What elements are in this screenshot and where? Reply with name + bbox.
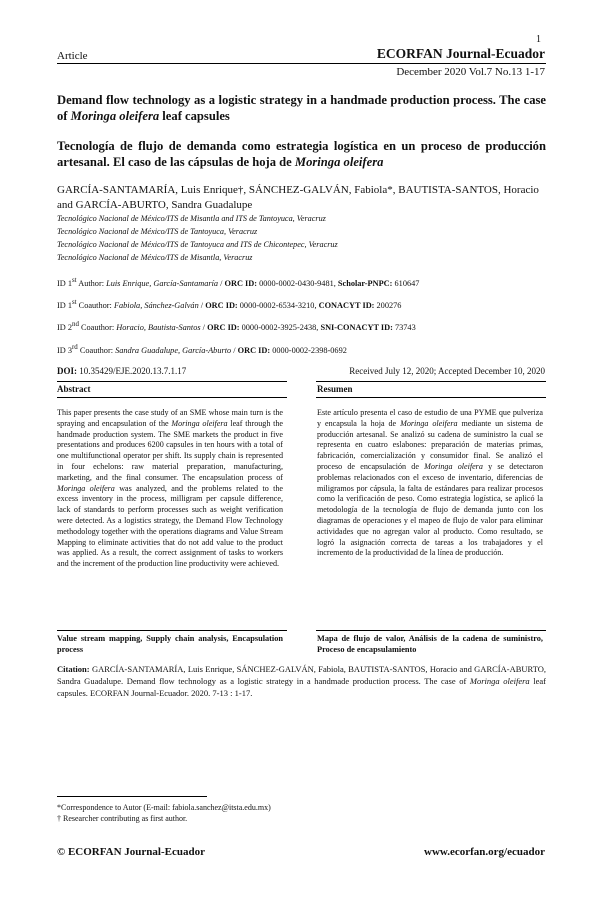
abstract-heading: Abstract [57,384,91,394]
footer-website-link[interactable]: www.ecorfan.org/ecuador [424,846,545,858]
author-list: GARCÍA-SANTAMARÍA, Luis Enrique†, SÁNCHEZ-GALVÁN, Fabiola*, BAUTISTA-SANTOS, Horacio and GARCÍA-ABURTO, Sandra Guadalupe [57,184,539,211]
section-rule [316,381,546,382]
issue-info: December 2020 Vol.7 No.13 1-17 [396,66,545,78]
section-rule [57,381,287,382]
journal-name: ECORFAN Journal-Ecuador [376,46,545,61]
footer-copyright: © ECORFAN Journal-Ecuador [57,846,205,858]
correspondence-footnote: *Correspondence to Autor (E-mail: fabiola.sanchez@itsta.edu.mx) [57,803,271,812]
affiliation: Tecnológico Nacional de México/ITS de Tantoyuca, Veracruz [57,227,258,236]
abstract-body: This paper presents the case study of an SME whose main turn is the spraying and encapsulation of the Moringa oleifera leaf through the handmade production system. The SME markets the product in five presentations and produces 6200 capsules in ten hours with a total of one multifunctional operator per shift. Its supply chain is represented in four echelons: raw material preparation, manufacturing, marketing, and the final consumer. The encapsulation process of Moringa oleifera was analyzed, and the problems related to the excess inventory in the process, milligram per capsule difference, lack of standards to perform processes such as weight verification were detected. As a logistics strategy, the Demand Flow Technology methodology together with the operations diagrams and Value Stream Mapping to eliminate activities that do not add value to the product was applied. As a result, the correct assignment of tasks to workers and the increment of the production line productivity were achieved. [57,408,284,569]
received-accepted-dates: Received July 12, 2020; Accepted December 10, 2020 [349,366,545,376]
species-name: Moringa oleifera [70,109,160,123]
resumen-body: Este artículo presenta el caso de estudio de una PYME que pulveriza y encapsula la hoja de Moringa oleifera mediante un sistema de producción artesanal. Se analizó su cadena de suministro la cual se representa en cuatro eslabones: preparación de materias primas, fabricación, comercialización y consumidor final. Se analizó el proceso de encapsulación de Moringa oleifera y se detectaron problemas relacionados con el exceso de inventario, diferencias de miligramos por cápsula, la falta de estándares para realizar procesos como la verificación de peso. Como estrategia logística, se aplicó la metodología de la tecnología de flujo de demanda junto con los diagramas de operaciones y el mapeo de flujo de valor para eliminar actividades que no agregan valor al producto. Como resultado, se logró la asignación correcta de tareas a los trabajadores y el incremento de la productividad de la línea de producción. [317,408,544,558]
title-spanish: Tecnología de flujo de demanda como estrategia logística en un proceso de producción artesanal. El caso de las cápsulas de hoja de Moringa oleifera [57,139,546,169]
article-type-label: Article [57,50,88,62]
section-rule [316,630,546,631]
doi[interactable]: DOI: 10.35429/EJE.2020.13.7.1.17 [57,366,187,376]
affiliation: Tecnológico Nacional de México/ITS de Misantla, Veracruz [57,253,253,262]
title-english: Demand flow technology as a logistic strategy in a handmade production process. The case of Moringa oleifera leaf capsules [57,93,546,123]
footnote-divider [57,796,207,797]
section-rule [57,630,287,631]
keywords-spanish: Mapa de flujo de valor, Análisis de la cadena de suministro, Proceso de encapsulamiento [317,634,543,654]
resumen-heading: Resumen [317,384,353,394]
page-number: 1 [536,34,541,45]
section-rule [57,397,287,398]
affiliation: Tecnológico Nacional de México/ITS de Tantoyuca and ITS de Chicontepec, Veracruz [57,240,338,249]
header-divider [57,63,546,64]
affiliation: Tecnológico Nacional de México/ITS de Misantla and ITS de Tantoyuca, Veracruz [57,214,326,223]
orcid-line: ID 3rd Coauthor: Sandra Guadalupe, García-Aburto / ORC ID: 0000-0002-2398-0692 [57,344,347,355]
species-name: Moringa oleifera [294,155,384,169]
orcid-line: ID 1st Coauthor: Fabiola, Sánchez-Galván / ORC ID: 0000-0002-6534-3210, CONACYT ID: 200276 [57,299,402,310]
keywords-english: Value stream mapping, Supply chain analysis, Encapsulation process [57,634,283,654]
first-author-footnote: † Researcher contributing as first author. [57,814,188,823]
orcid-line: ID 1st Author: Luis Enrique, García-Santamaría / ORC ID: 0000-0002-0430-9481, Scholar-PNPC: 610647 [57,277,420,288]
citation: Citation: GARCÍA-SANTAMARÍA, Luis Enrique, SÁNCHEZ-GALVÁN, Fabiola, BAUTISTA-SANTOS, Horacio and GARCÍA-ABURTO, Sandra Guadalupe. Demand flow technology as a logistic strategy in a handmade production process. The case of Moringa oleifera leaf capsules. ECORFAN Journal-Ecuador. 2020. 7-13 : 1-17. [57,664,546,698]
section-rule [316,397,546,398]
orcid-line: ID 2nd Coauthor: Horacio, Bautista-Santos / ORC ID: 0000-0002-3925-2438, SNI-CONACYT ID: 73743 [57,321,416,332]
